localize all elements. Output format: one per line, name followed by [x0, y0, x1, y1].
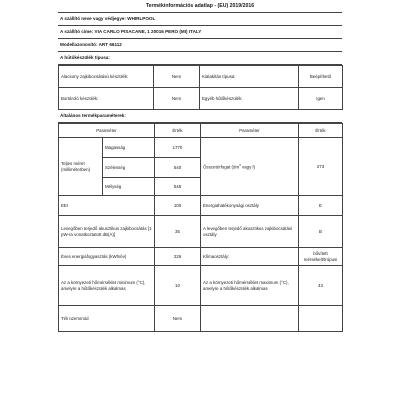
- param-col-header-2: Paraméter: [201, 124, 299, 138]
- width-label: Szélesség: [103, 158, 155, 178]
- installation-value: Beépíthető: [299, 66, 343, 88]
- volume-label: [201, 138, 299, 196]
- winter-mode-value: Nem: [155, 306, 201, 332]
- climate-class-label: Klímaosztály:: [201, 248, 299, 266]
- volume-label-pre: Összetérfogat (dm: [203, 164, 240, 170]
- min-temp-value: 10: [155, 266, 201, 306]
- empty-cell: [299, 306, 343, 332]
- params-table: [58, 123, 343, 332]
- volume-value: 273: [299, 138, 343, 196]
- eei-value: 100: [155, 196, 201, 216]
- eei-label: EEI: [59, 196, 155, 216]
- dimensions-label: Teljes méret (milliméterben): [59, 138, 103, 196]
- noise-class-label: A levegőben terjedő akusztikus zajkibocsátási osztály: [201, 216, 299, 248]
- fiche-title: Termékinformációs adatlap - (EU) 2019/2016: [145, 3, 255, 9]
- type-table: [58, 65, 343, 110]
- param-col-header: Paraméter: [59, 124, 155, 138]
- max-temp-value: 43: [299, 266, 343, 306]
- energy-class-value: E: [299, 196, 343, 216]
- climate-class-value: bővített mérsékelt/trópusi: [299, 248, 343, 266]
- wine-value: Nem: [154, 88, 200, 110]
- max-temp-label: Az a környezeti hőmérséklet maximum (°C), amelyre a hűtőkészülék alkalmas: [201, 266, 299, 306]
- low-noise-value: Nem: [154, 66, 200, 88]
- other-label: Egyéb hűtőkészülék:: [200, 88, 299, 110]
- depth-label: Mélység: [103, 178, 155, 196]
- noise-label: Levegőben terjedő akusztikus zajkibocsátás [1 pW-ra vonatkoztatott dB(A)]: [59, 216, 155, 248]
- product-fiche: [58, 0, 342, 332]
- height-value: 1770: [155, 138, 201, 158]
- value-col-header-2: Érték: [299, 124, 343, 138]
- min-temp-label: Az a környezeti hőmérséklet minimum (°C), amelyre a hűtőkészülék alkalmas: [59, 266, 155, 306]
- wine-label: Bortároló készülék:: [59, 88, 154, 110]
- empty-cell: [201, 306, 299, 332]
- noise-class-value: B: [299, 216, 343, 248]
- params-header: Általános termékparaméterek:: [58, 110, 342, 123]
- depth-value: 545: [155, 178, 201, 196]
- height-label: Magasság: [103, 138, 155, 158]
- supplier-name: A szállító neve vagy védjegye: WHIRLPOOL: [58, 12, 342, 26]
- model-identifier: Modellazonosító: ART 66112: [58, 39, 342, 52]
- supplier-address: A szállító címe: VIA CARLO PISACANE, 1 20016 PERO (MI) ITALY: [58, 26, 342, 39]
- volume-label-sup: 3: [239, 162, 241, 167]
- installation-label: Kialakítás típusa:: [200, 66, 299, 88]
- annual-energy-value: 226: [155, 248, 201, 266]
- type-header: A hűtőkészülék típusa:: [58, 52, 342, 65]
- value-col-header: Érték: [155, 124, 201, 138]
- other-value: Igen: [299, 88, 343, 110]
- noise-value: 35: [155, 216, 201, 248]
- winter-mode-label: Téli üzemmód: [59, 306, 155, 332]
- width-value: 540: [155, 158, 201, 178]
- volume-label-post: vagy l): [240, 164, 255, 170]
- energy-class-label: Energiahatékonysági osztály: [201, 196, 299, 216]
- annual-energy-label: Éves energiafogyasztás (kWh/év): [59, 248, 155, 266]
- low-noise-label: Alacsony zajkibocsátású készülék:: [59, 66, 154, 88]
